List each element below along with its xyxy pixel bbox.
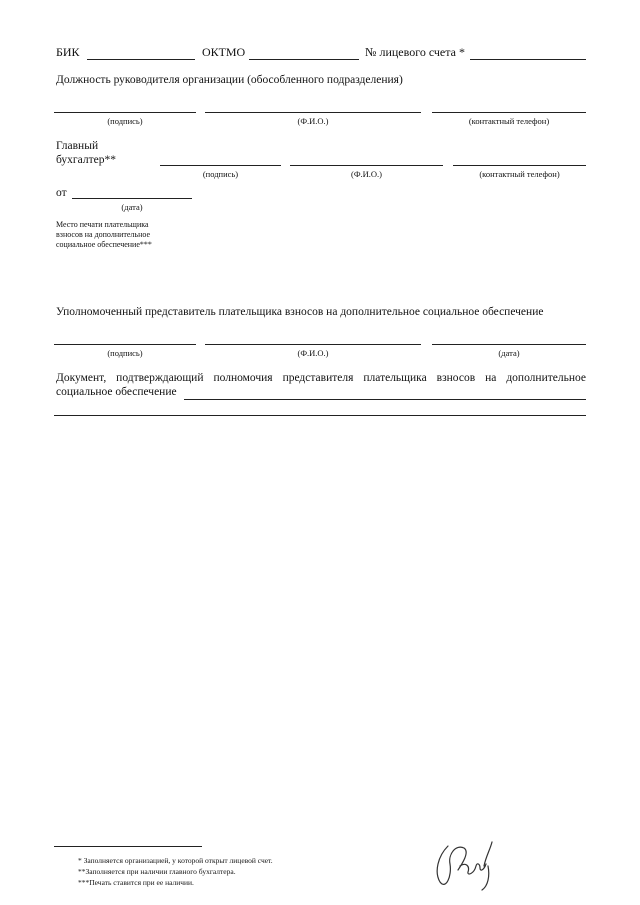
head-phone-field[interactable]	[432, 112, 586, 113]
handwritten-signature	[430, 836, 502, 892]
head-phone-caption: (контактный телефон)	[468, 116, 550, 126]
accountant-fio-caption: (Ф.И.О.)	[350, 169, 383, 179]
footnote-1: * Заполняется организацией, у которой открыт лицевой счет.	[78, 856, 273, 865]
date-caption: (дата)	[121, 202, 143, 212]
representative-fio-field[interactable]	[205, 344, 421, 345]
accountant-phone-field[interactable]	[453, 165, 586, 166]
representative-date-field[interactable]	[432, 344, 586, 345]
head-fio-field[interactable]	[205, 112, 421, 113]
stamp-note-line1: Место печати плательщика	[56, 220, 149, 229]
bik-label: БИК	[56, 45, 80, 59]
document-field-2[interactable]	[54, 415, 586, 416]
stamp-note-line3: социальное обеспечение***	[56, 240, 152, 249]
footnote-3: ***Печать ставится при ее наличии.	[78, 878, 194, 887]
representative-signature-field[interactable]	[54, 344, 196, 345]
head-position-title: Должность руководителя организации (обособленного подразделения)	[56, 74, 403, 86]
representative-date-caption: (дата)	[498, 348, 520, 358]
oktmo-field[interactable]	[249, 59, 359, 60]
stamp-note-line2: взносов на дополнительное	[56, 230, 150, 239]
representative-signature-caption: (подпись)	[107, 348, 143, 358]
date-from-label: от	[56, 187, 67, 199]
accountant-phone-caption: (контактный телефон)	[479, 169, 560, 179]
accountant-fio-field[interactable]	[290, 165, 443, 166]
footnotes	[78, 855, 273, 888]
document-field-1[interactable]	[184, 399, 586, 400]
head-signature-field[interactable]	[54, 112, 196, 113]
date-field[interactable]	[72, 198, 192, 199]
accountant-signature-caption: (подпись)	[202, 169, 239, 179]
document-label-line1: Документ, подтверждающий полномочия представителя плательщика взносов на дополнительное	[56, 372, 586, 384]
account-label: № лицевого счета *	[365, 45, 465, 59]
account-field[interactable]	[470, 59, 586, 60]
head-fio-caption: (Ф.И.О.)	[297, 116, 329, 126]
accountant-label-line1: Главный	[56, 140, 99, 152]
footnote-2: **Заполняется при наличии главного бухгалтера.	[78, 867, 236, 876]
representative-title: Уполномоченный представитель плательщика взносов на дополнительное социальное обеспечение	[56, 306, 544, 318]
footnote-separator	[54, 846, 202, 847]
bik-field[interactable]	[87, 59, 195, 60]
accountant-label-line2: бухгалтер**	[56, 154, 116, 166]
accountant-signature-field[interactable]	[160, 165, 281, 166]
oktmo-label: ОКТМО	[202, 45, 246, 59]
head-signature-caption: (подпись)	[107, 116, 143, 126]
representative-fio-caption: (Ф.И.О.)	[297, 348, 329, 358]
stamp-note	[56, 220, 152, 250]
document-label-line2: социальное обеспечение	[56, 386, 177, 398]
